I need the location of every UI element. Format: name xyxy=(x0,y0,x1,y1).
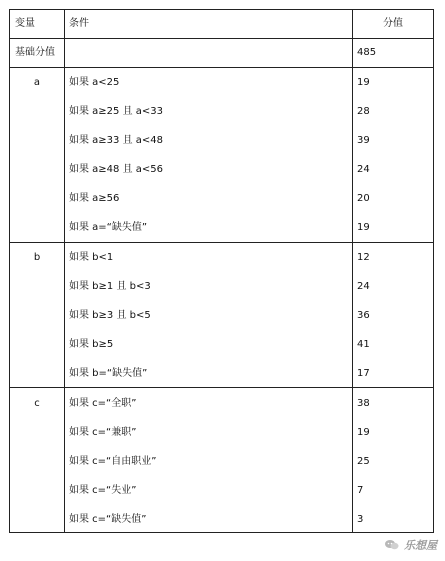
table-row-condition: 如果 b≥3 且 b<5 xyxy=(69,310,151,321)
header-condition: 条件 xyxy=(69,18,89,29)
table-row-condition: 如果 a=“缺失值” xyxy=(69,222,148,233)
row-divider xyxy=(10,67,433,68)
table-row-condition: 如果 b<1 xyxy=(69,252,114,263)
table-row-score: 39 xyxy=(357,135,370,146)
table-row-condition: 如果 b≥1 且 b<3 xyxy=(69,281,151,292)
table-row-condition: 如果 c=“全职” xyxy=(69,398,137,409)
table-row-score: 19 xyxy=(357,222,370,233)
table-row-score: 28 xyxy=(357,106,370,117)
wechat-icon xyxy=(384,539,400,551)
table-row-score: 3 xyxy=(357,514,364,525)
table-row-score: 38 xyxy=(357,398,370,409)
table-row-condition: 如果 c=“失业” xyxy=(69,485,137,496)
table-row-score: 17 xyxy=(357,368,370,379)
score-table xyxy=(9,9,434,533)
group-variable-b: b xyxy=(33,252,41,263)
group-variable-a: a xyxy=(33,77,41,88)
table-row-score: 25 xyxy=(357,456,370,467)
table-row-condition: 如果 a≥56 xyxy=(69,193,120,204)
table-row-condition: 如果 c=“兼职” xyxy=(69,427,137,438)
table-row-score: 36 xyxy=(357,310,370,321)
table-row-condition: 如果 a<25 xyxy=(69,77,120,88)
group-variable-c: c xyxy=(34,398,40,409)
table-row-condition: 如果 c=“缺失值” xyxy=(69,514,147,525)
watermark-text: 乐想屋 xyxy=(404,539,437,552)
base-score: 485 xyxy=(357,47,377,58)
table-row-score: 41 xyxy=(357,339,370,350)
table-row-score: 24 xyxy=(357,164,370,175)
row-divider xyxy=(10,387,433,388)
table-row-condition: 如果 a≥48 且 a<56 xyxy=(69,164,163,175)
table-row-condition: 如果 a≥33 且 a<48 xyxy=(69,135,163,146)
table-row-score: 19 xyxy=(357,77,370,88)
row-divider xyxy=(10,242,433,243)
table-row-condition: 如果 b=“缺失值” xyxy=(69,368,148,379)
table-row-score: 20 xyxy=(357,193,370,204)
table-row-score: 7 xyxy=(357,485,364,496)
watermark xyxy=(384,537,437,553)
table-row-condition: 如果 c=“自由职业” xyxy=(69,456,157,467)
header-score: 分值 xyxy=(383,18,403,29)
table-row-score: 12 xyxy=(357,252,370,263)
table-row-condition: 如果 a≥25 且 a<33 xyxy=(69,106,163,117)
table-row-condition: 如果 b≥5 xyxy=(69,339,114,350)
table-row-score: 24 xyxy=(357,281,370,292)
header-variable: 变量 xyxy=(15,18,35,29)
table-row-score: 19 xyxy=(357,427,370,438)
row-divider xyxy=(10,38,433,39)
base-label: 基础分值 xyxy=(15,47,55,58)
